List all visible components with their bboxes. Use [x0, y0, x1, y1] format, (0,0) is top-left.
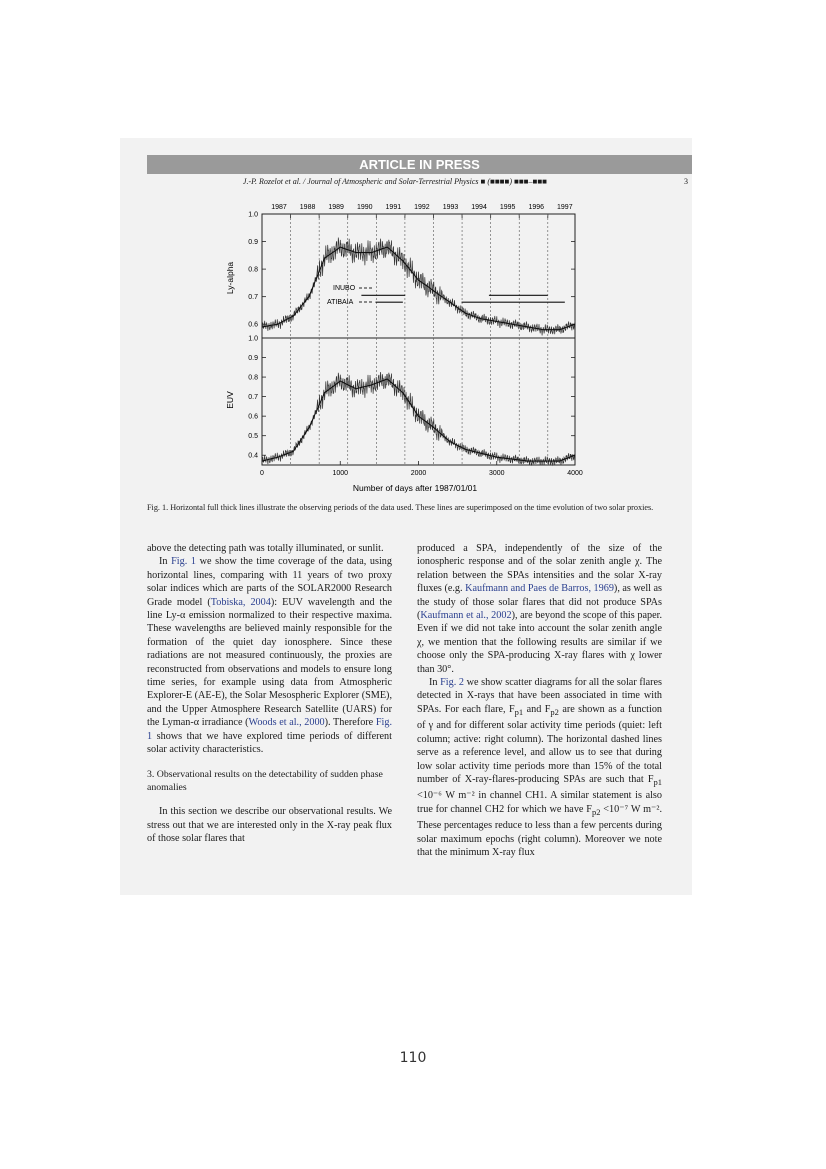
y-tick-label: 0.9 [248, 355, 258, 363]
y-tick-label: 0.6 [248, 413, 258, 421]
year-tick-label: 1994 [471, 204, 487, 211]
paragraph: In Fig. 1 we show the time coverage of the data, using horizontal lines, comparing with 11 years of two proxy solar indices which are parts of the SOLAR2000 Research Grade model (Tobiska, 2004): EUV wavelength and the line Ly-α emission normalized to their respective maxima. These wavelengths are believed mainly responsible for the formation of the quiet day ionosphere. Since these radiations are not measured continuously, the proxies are reconstructed from observations and models to ensure long time series, for example using data from Atmospheric Explorer-E (AE-E), the Solar Mesospheric Explorer (SME), and the Upper Atmosphere Research Satellite (UARS) for the Lyman-α irradiance (Woods et al., 2000). Therefore Fig. 1 shows that we have explored time periods of different solar activity characteristics. [147, 556, 393, 756]
x-tick-label: 1000 [332, 470, 349, 477]
bottom-panel-ylabel: EUV [225, 391, 235, 409]
legend-atibaia: ATIBAIA [327, 299, 354, 306]
x-ticks [260, 461, 583, 477]
figure-link[interactable]: Fig. 1 [147, 717, 392, 742]
year-tick-label: 1989 [328, 204, 344, 211]
y-tick-label: 1.0 [248, 211, 258, 219]
top-panel-ylabel: Ly-alpha [225, 261, 235, 295]
series-mean-line [262, 379, 575, 461]
article-in-press-banner: ARTICLE IN PRESS [147, 155, 692, 174]
year-tick-label: 1995 [499, 204, 516, 211]
paragraph: produced a SPA, independently of the size of the ionospheric response and of the solar zenith angle χ. The relation between the SPAs intensities and the solar X-ray fluxes (e.g. Kaufmann and Paes de Barros, 1969), as well as the study of those solar flares that did not produce SPAs (Kaufmann et al., 2002), are beyond the scope of this paper. Even if we did not take into account the solar zenith angle χ, we mention that the following results are similar if we choose only the SPA-producing X-ray flares with χ lower than 30°. [417, 543, 663, 675]
running-head [147, 177, 692, 189]
year-tick-label: 1987 [271, 204, 287, 211]
page-number: 110 [399, 1050, 427, 1066]
y-tick-label: 0.7 [248, 294, 258, 302]
series-mean-line [262, 247, 575, 330]
bottom-panel-frame [262, 338, 575, 465]
left-column [147, 542, 392, 846]
figure-1 [147, 192, 592, 497]
euv-series [262, 372, 575, 465]
year-boundary-dashes [291, 214, 548, 465]
series-line [262, 372, 575, 465]
citation-link[interactable]: Kaufmann et al., 2002 [420, 610, 512, 622]
figure-link[interactable]: Fig. 2 [440, 677, 464, 689]
year-tick-label: 1993 [442, 204, 459, 211]
year-tick-label: 1996 [528, 204, 545, 211]
section-heading: 3. Observational results on the detectability of sudden phase anomalies [147, 768, 383, 793]
y-tick-label: 0.6 [248, 321, 258, 329]
x-tick-label: 4000 [567, 470, 583, 477]
year-tick-label: 1988 [299, 204, 316, 211]
legend-inubo: INUBO [333, 285, 356, 292]
y-tick-label: 0.4 [248, 452, 258, 460]
observing-periods [361, 295, 564, 302]
paragraph: In Fig. 2 we show scatter diagrams for all the solar flares detected in X-rays that have been associated in time with SPAs. For each flare, $F_{p1}$ and $F_{p2}$ are shown as a function of γ and for different solar activity time periods (quiet: left column; active: right column). The horizontal dashed lines serve as a reference level, and allow us to see that during low solar activity time periods more than 15% of the total number of X-ray-flares-producing SPAs are such that $F_{p1} <10^{-6}$ W m⁻² in channel CH1. A similar statement is also true for channel CH2 for which we have $F_{p2} <10^{-7}$ W m⁻². These percentages reduce to less than a few percents during solar maximum epochs (right column). Moreover we note that the minimum X-ray flux [417, 677, 663, 859]
y-tick-label: 0.9 [248, 239, 258, 247]
year-tick-label: 1997 [557, 204, 573, 211]
year-tick-label: 1992 [414, 204, 430, 211]
figure-caption: Fig. 1. Horizontal full thick lines illustrate the observing periods of the data used. These lines are superimposed on the time evolution of two solar proxies. [147, 503, 654, 512]
x-tick-label: 3000 [488, 470, 505, 477]
y-tick-label: 1.0 [248, 335, 258, 343]
journal-citation: J.-P. Rozelot et al. / Journal of Atmospheric and Solar-Terrestrial Physics ■ (■■■■) ■■■–■■■ [242, 177, 547, 186]
citation-link[interactable]: Kaufmann and Paes de Barros, 1969 [465, 583, 614, 595]
paragraph: In this section we describe our observational results. We stress out that we are interested only in the X-ray peak flux of those solar flares that [147, 806, 392, 845]
paragraph: above the detecting path was totally illuminated, or sunlit. [147, 543, 384, 554]
bottom-y-ticks [248, 336, 575, 460]
right-column [417, 542, 662, 859]
journal-page-number: 3 [684, 177, 688, 186]
series-line [262, 238, 575, 336]
y-tick-label: 0.8 [248, 266, 258, 274]
y-tick-label: 0.5 [248, 433, 258, 441]
y-tick-label: 0.8 [248, 374, 258, 382]
ly-alpha-series [262, 238, 575, 336]
top-year-axis [262, 204, 573, 218]
x-tick-label: 2000 [410, 470, 427, 477]
year-tick-label: 1991 [385, 204, 402, 211]
year-tick-label: 1990 [356, 204, 373, 211]
y-tick-label: 0.7 [248, 394, 258, 402]
x-tick-label: 0 [260, 470, 264, 477]
figure-link[interactable]: Fig. 1 [171, 556, 197, 568]
citation-link[interactable]: Woods et al., 2000 [248, 717, 325, 729]
citation-link[interactable]: Tobiska, 2004 [210, 596, 271, 608]
x-axis-label: Number of days after 1987/01/01 [352, 483, 478, 493]
